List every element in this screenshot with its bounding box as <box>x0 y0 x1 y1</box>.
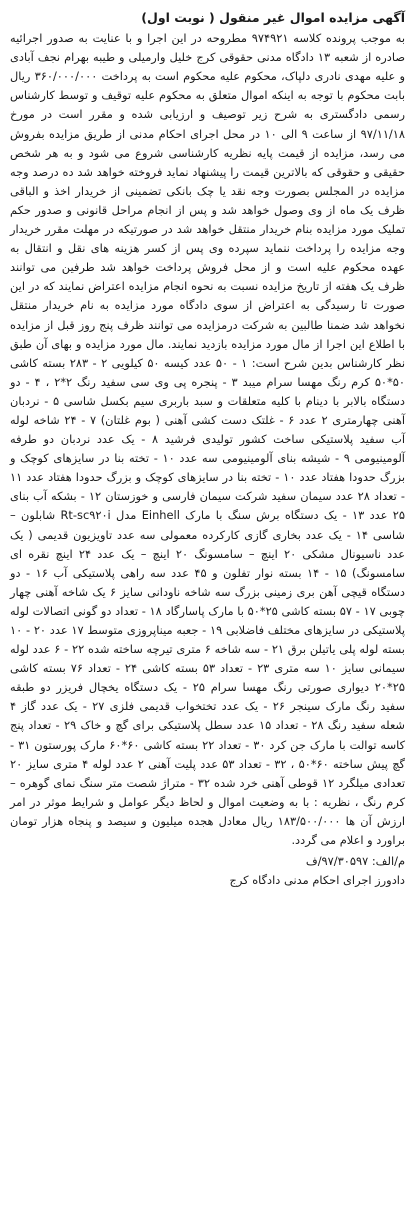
notice-reference: م/الف: ۹۷/۳۰۵۹۷/ف <box>305 854 405 869</box>
notice-body: به موجب پرونده کلاسه ۹۷۴۹۲۱ مطروحه در این اجرا و با عنایت به صدور اجرائیه صادره از شعبه ۱۳ دادگاه مدنی حقوقی کرج خلیل وارمیلی و طیبه بهرام نجف آبادی و علیه مهدی نادری دلپاک، محکوم علیه محکوم است به پرداخت ۳۶۰/۰۰۰/۰۰۰ ریال بابت محکوم با توجه به اینکه اموال متعلق به محکوم علیه توقیف و توسط کارشناس رسمی دادگستری به شرح زیر توصیف و ارزیابی شده و مقرر است در مورخ ۹۷/۱۱/۱۸ از ساعت ۹ الی ۱۰ در محل اجرای احکام مدنی از طریق مزایده بفروش می رسد، مزایده از قیمت پایه نظریه کارشناسی شروع می شود و به هر شخص حقیقی و حقوقی که بالاترین قیمت را پیشنهاد نماید فروخته خواهد شد ده درصد وجه مزایده در المجلس بصورت وجه نقد یا چک بانکی تضمینی از خریدار اخذ و الباقی ظرف یک ماه از وی وصول خواهد شد و پس از انجام مراحل قانونی و صدور حکم تملیک مورد مزایده بنام خریدار منتقل خواهد شد در صورتیکه در مهلت مقرر خریدار وجه مزایده را پرداخت ننماید سپرده وی پس از کسر هزینه های نقل و انتقال به عهده محکوم علیه است و از محل فروش پرداخت خواهد شد طرفین می توانند ظرف یک هفته از تاریخ مزایده نسبت به نحوه انجام مزایده اعتراض نمایند که در این صورت تا رسیدگی به اعتراض از سوی دادگاه مورد مزایده به نام خریدار منتقل نخواهد شد ضمنا طالبین به شرکت درمزایده می توانند ظرف پنج روز قبل از مزایده با اطلاع این اجرا از مال مورد مزایده بازدید نمایند. مال مورد مزایده و بهای آن طبق نظر کارشناس بدین شرح است: ۱ - ۵۰ عدد کیسه ۵۰ کیلویی ۲ - ۲۸۳ بسته کاشی ۵۰*۵۰ کرم رنگ مهسا سرام میبد ۳ - پنجره پی وی سی سفید رنگ ۲*۲ ، ۴ - دو دستگاه بالابر با دینام با کلیه متعلقات و سبد باربری سیم بکسل شاسی ۵ - نردبان آهنی چهارمتری ۲ عدد ۶ - غلتک دست کشی آهنی ( بوم غلتان) ۷ - ۲۴ شاخه لوله آب سفید پلاستیکی ساخت کشور تولیدی فرشید ۸ - یک عدد نردبان دو طرفه آلومینیومی ۹ - شیشه بنای آلومینیومی سه عدد ۱۰ - تخته بنا در سایزهای کوچک و بزرگ حدودا هفتاد عدد ۱۰ - تخته بنا در سایزهای کوچک و بزرگ حدودا هفتاد عدد ۱۱ - تعداد ۲۸ عدد سیمان سفید شرکت سیمان فارسی و خوزستان ۱۲ - بشکه آب بنای ۲۵ عدد ۱۳ - یک دستگاه برش سنگ با مارک Einhell مدل Rt-sc۹۲۰i شابلون – شاسی ۱۴ - یک عدد بخاری گازی کارکرده معمولی سه عدد تاویزیون قدیمی ( یک عدد ناسیونال مشکی ۲۰ اینچ – سامسونگ ۲۰ اینچ – یک عدد ۲۴ اینچ نقره ای سامسونگ) ۱۵ - ۱۴ بسته نوار تفلون و ۴۵ عدد سه راهی پلاستیکی آب ۱۶ - دو دستگاه قیچی آهن بری زمینی بزرگ سه شاخه ناودانی سایز ۶ یک شاخه آهنی چهار چوبی ۱۷ - ۵۷ بسته کاشی ۲۵*۵۰ با مارک پاسارگاد ۱۸ - تعداد دو گونی اتصالات لوله پلاستیکی در سایزهای مختلف فاضلابی ۱۹ - جعبه میناپروزی متوسط ۱۷ عدد ۲۰ - ۱۰ بسته لوله پلی یاتیلن برق ۲۱ - سه شاخه ۶ متری تیرچه ساخته شده ۲۲ - ۶ عدد لوله سیمانی سایز ۱۰ سه متری ۲۳ - تعداد ۵۳ بسته کاشی ۲۴ - تعداد ۷۶ بسته کاشی ۲۵*۲۰ دیواری صورتی رنگ مهسا سرام ۲۵ - یک دستگاه یخچال فریزر دو طبقه سفید رنگ مارک سینجر ۲۶ - یک عدد تختخواب قدیمی فلزی ۲۷ - یک عدد گاز ۴ شعله سفید رنگ ۲۸ - تعداد ۱۵ عدد سطل پلاستیکی برای گچ و خاک ۲۹ - تعداد پنج کاسه توالت با مارک جن کرد ۳۰ - تعداد ۲۲ بسته کاشی ۶۰*۶۰ مارک پورستون ۳۱ - گچ پیش ساخته ۶۰*۵۰ ، ۳۲ - تعداد ۵۳ عدد پلیت آهنی ۲ عدد لوله ۴ متری سایز ۲۰ تعدادی میلگرد ۱۲ قوطی آهنی خرد شده ۳۲ - متراژ شصت متر سنگ نمای گوهره – کرم رنگ ، نظریه : با به وضعیت اموال و لحاظ دیگر عوامل و شرایط موثر در امر ارزش آن ها ۱۸۳/۵۰۰/۰۰۰ ریال معادل هجده میلیون و سیصد و پنجاه هزار تومان براورد و اعلام می گردد. <box>10 31 406 848</box>
notice-title: آگهی مزایده اموال غیر منقول ( نوبت اول) <box>141 10 405 25</box>
notice-office-signature: دادورز اجرای احکام مدنی دادگاه کرج <box>229 873 405 888</box>
